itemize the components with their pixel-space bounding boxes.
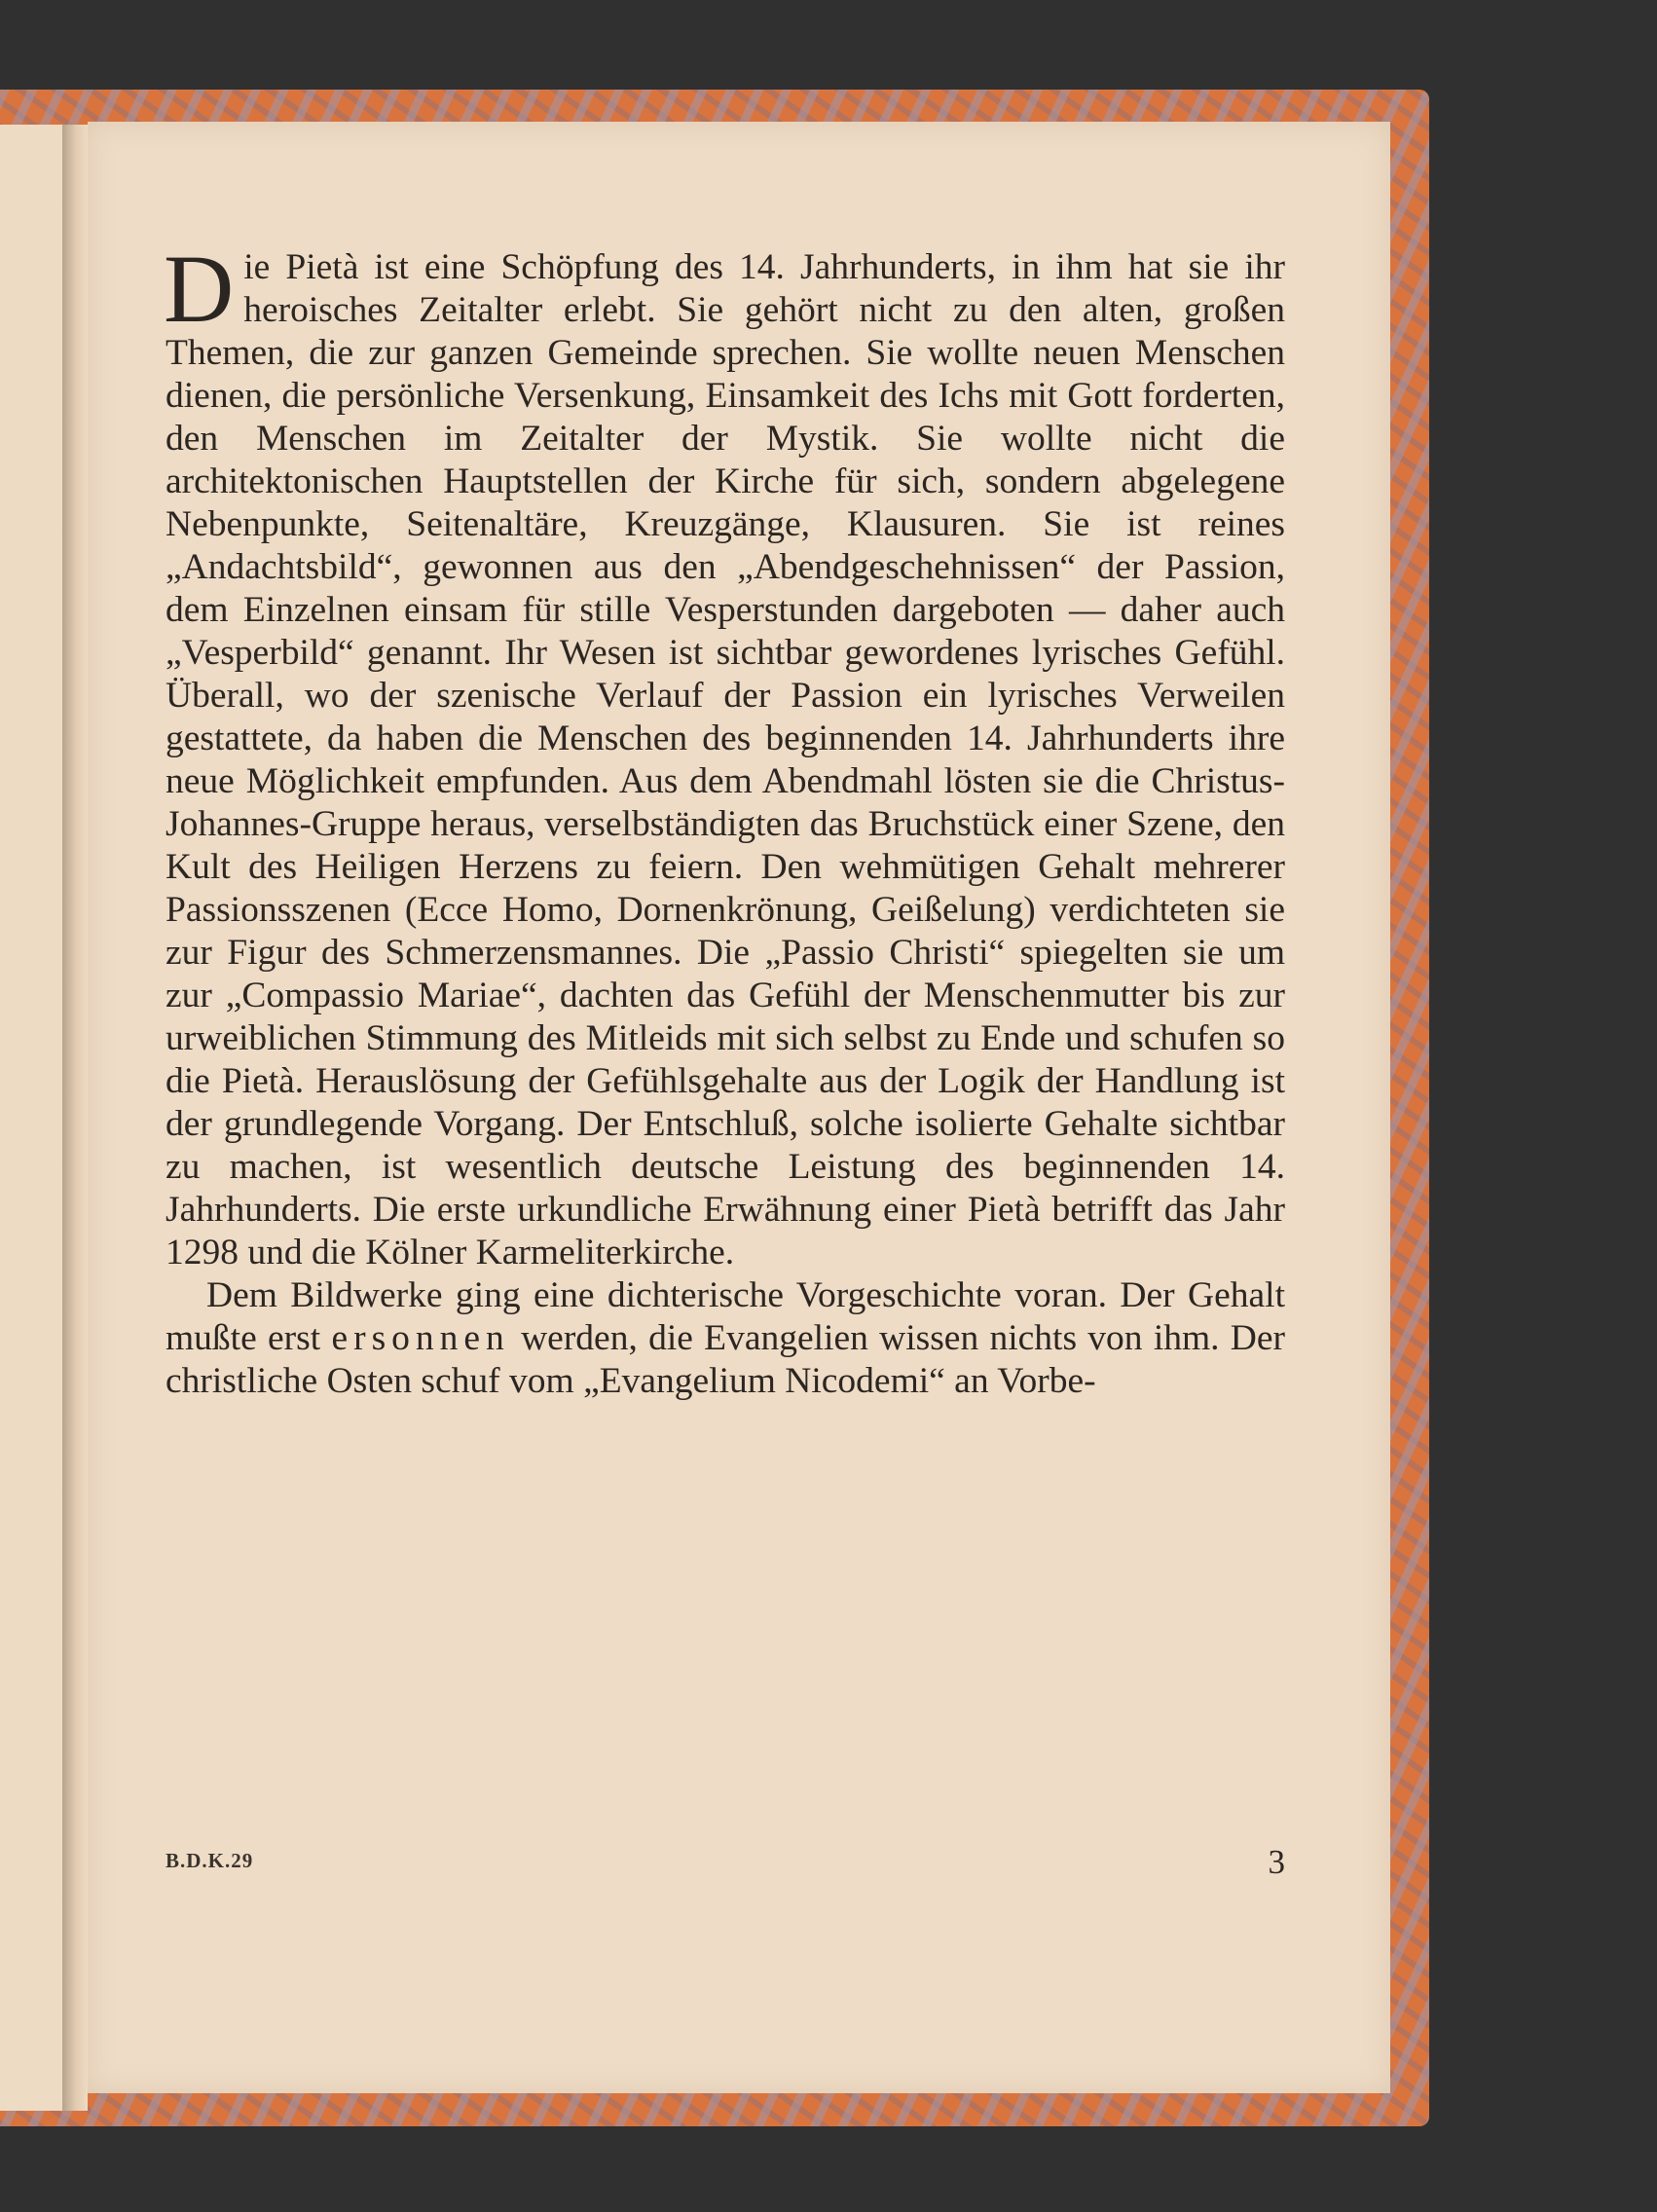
page-number: 3 (1268, 1843, 1285, 1881)
signature-mark: B.D.K.29 (166, 1849, 254, 1872)
paragraph-2 (166, 1274, 1285, 1403)
paragraph-2-text-end: werden, die Evangelien wissen nichts von ihm. Der christliche Osten schuf vom „Evangelium Nicodemi“ an Vorbe- (166, 1318, 1286, 1401)
paragraph-1-text: ie Pietà ist eine Schöpfung des 14. Jahrhunderts, in ihm hat sie ihr heroisches Zeitalter erlebt. Sie gehört nicht zu den alten, großen Themen, die zur ganzen Gemeinde sprechen. Sie wollte neuen Menschen dienen, die persönliche Versenkung, Einsamkeit des Ichs mit Gott forderten, den Menschen im Zeitalter der Mystik. Sie wollte nicht die architektonischen Hauptstellen der Kirche für sich, sondern abgelegene Nebenpunkte, Seitenaltäre, Kreuzgänge, Klausuren. Sie ist reines „Andachtsbild“, gewonnen aus den „Abendgeschehnissen“ der Passion, dem Einzelnen einsam für stille Vesperstunden dargeboten — daher auch „Vesperbild“ genannt. Ihr Wesen ist sichtbar gewordenes lyrisches Gefühl. Überall, wo der szenische Verlauf der Passion ein lyrisches Verweilen gestattete, da haben die Menschen des beginnenden 14. Jahrhunderts ihre neue Möglichkeit empfunden. Aus dem Abendmahl lösten sie die Christus-Johannes-Gruppe heraus, verselbständigten das Bruchstück einer Szene, den Kult des Heiligen Herzens zu feiern. Den wehmütigen Gehalt mehrerer Passionsszenen (Ecce Homo, Dornenkrönung, Geißelung) verdichteten sie zur Figur des Schmerzensmannes. Die „Passio Christi“ spiegelten sie um zur „Compassio Mariae“, dachten das Gefühl der Menschenmutter bis zur urweiblichen Stimmung des Mitleids mit sich selbst zu Ende und schufen so die Pietà. Herauslösung der Gefühlsgehalte aus der Logik der Handlung ist der grundlegende Vorgang. Der Entschluß, solche isolierte Gehalte sichtbar zu machen, ist wesentlich deutsche Leistung des beginnenden 14. Jahrhunderts. Die erste urkundliche Erwähnung einer Pietà betrifft das Jahr 1298 und die Kölner Karmeliterkirche. (166, 247, 1285, 1272)
drop-cap: D (164, 235, 235, 343)
paragraph-2-emphasis: ersonnen (331, 1318, 510, 1358)
left-page-edge (0, 125, 63, 2111)
book-gutter (62, 125, 88, 2111)
paragraph-1 (164, 235, 1285, 1274)
paragraph-2-text-start: Dem Bildwerke ging eine dichterische Vorgeschichte voran. Der Gehalt mußte erst (166, 1275, 1285, 1358)
right-page (88, 122, 1390, 2093)
body-text (164, 235, 1286, 1403)
